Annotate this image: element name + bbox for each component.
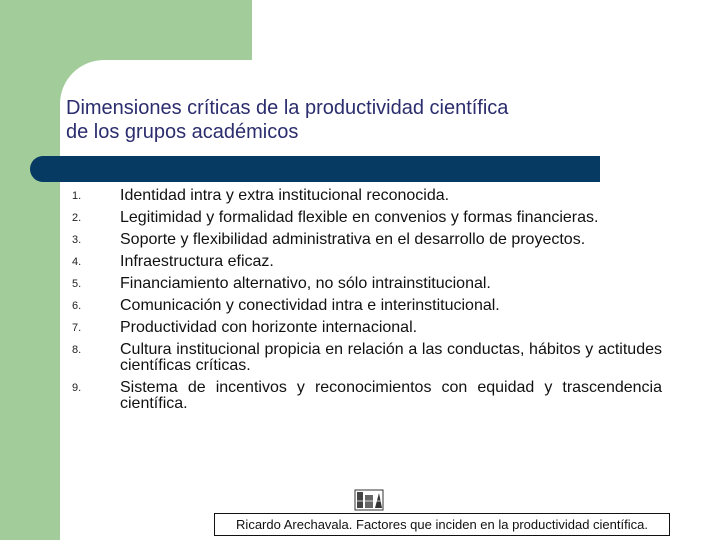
list-item-text: Legitimidad y formalidad flexible en convenios y formas financieras. bbox=[120, 209, 599, 226]
list-item-text: Soporte y flexibilidad administrativa en el desarrollo de proyectos. bbox=[120, 231, 586, 248]
title-divider-bar bbox=[30, 156, 600, 182]
list-item-text: Cultura institucional propicia en relación a las conductas, hábitos y actitudes científicas críticas. bbox=[120, 341, 662, 374]
list-item-number: 9. bbox=[72, 382, 82, 394]
list-item-number: 4. bbox=[72, 256, 82, 268]
list-item-text: Identidad intra y extra institucional reconocida. bbox=[120, 187, 450, 204]
list-item-number: 8. bbox=[72, 344, 82, 356]
list-item-number: 7. bbox=[72, 322, 82, 334]
dimensions-list bbox=[72, 182, 662, 412]
list-item-text: Comunicación y conectividad intra e interinstitucional. bbox=[120, 297, 500, 314]
list-item bbox=[72, 292, 662, 314]
list-item bbox=[72, 226, 662, 248]
footer-caption: Ricardo Arechavala. Factores que inciden en la productividad científica. bbox=[214, 513, 670, 536]
slide-title-line-1: Dimensiones críticas de la productividad científica bbox=[66, 97, 509, 119]
list-item-number: 5. bbox=[72, 278, 82, 290]
list-item bbox=[72, 248, 662, 270]
list-item bbox=[72, 182, 662, 204]
slide-title-line-2: de los grupos académicos bbox=[66, 121, 299, 143]
list-item bbox=[72, 314, 662, 336]
list-item-number: 3. bbox=[72, 234, 82, 246]
list-item bbox=[72, 204, 662, 226]
list-item-number: 2. bbox=[72, 212, 82, 224]
list-item-text: Financiamiento alternativo, no sólo intrainstitucional. bbox=[120, 275, 491, 292]
list-item-text: Sistema de incentivos y reconocimientos con equidad y trascendencia científica. bbox=[120, 379, 662, 412]
list-item-number: 1. bbox=[72, 190, 82, 202]
list-item bbox=[72, 270, 662, 292]
slide-title bbox=[66, 96, 686, 144]
list-item bbox=[72, 336, 662, 374]
list-item-text: Infraestructura eficaz. bbox=[120, 253, 274, 270]
list-item-number: 6. bbox=[72, 300, 82, 312]
institution-logo-icon bbox=[354, 489, 384, 511]
list-item bbox=[72, 374, 662, 412]
list-item-text: Productividad con horizonte internacional. bbox=[120, 319, 418, 336]
